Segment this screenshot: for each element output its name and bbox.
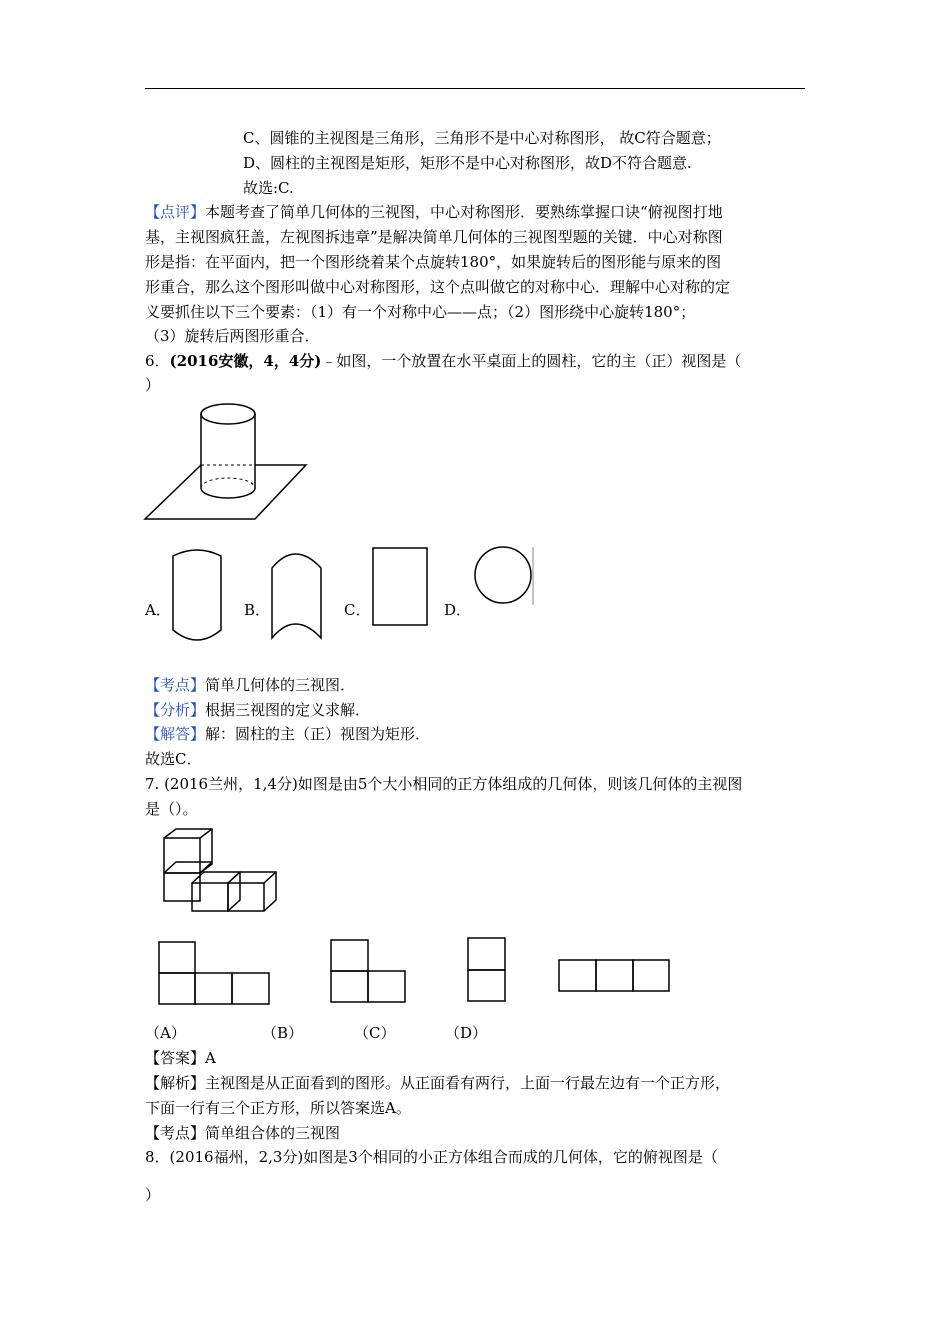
- option-c-explanation: C、圆锥的主视图是三角形，三角形不是中心对称图形， 故C符合题意；: [243, 129, 721, 147]
- header-rule: [145, 88, 805, 89]
- q7-option-b-label: （B）: [262, 1024, 304, 1042]
- q6-answer: 故选C．: [145, 750, 202, 768]
- q6-jieda: 【解答】解：圆柱的主（正）视图为矩形．: [145, 725, 431, 743]
- q7-option-b-figure: [329, 938, 409, 1004]
- comment-line-2: 基，主视图疯狂盖，左视图拆违章”是解决简单几何体的三视图型题的关键．中心对称图: [145, 228, 723, 246]
- comment-line-5: 义要抓住以下三个要素：（1）有一个对称中心——点；（2）图形绕中心旋转180°；: [145, 303, 696, 321]
- option-d-explanation: D、圆柱的主视图是矩形，矩形不是中心对称图形，故D不符合题意.: [243, 154, 692, 172]
- comment-tag: 【点评】: [145, 203, 206, 221]
- q7-option-c-label: （C）: [354, 1024, 396, 1042]
- q6-option-c-figure: [370, 546, 430, 628]
- q6-option-b-figure: [268, 546, 328, 646]
- q6-stem: 6．(2016安徽，4，4分)﹣如图，一个放置在水平桌面上的圆柱，它的主（正）视图是（: [145, 352, 742, 370]
- comment-line-1: 【点评】本题考查了简单几何体的三视图，中心对称图形．要熟练掌握口诀“俯视图打地: [145, 203, 723, 221]
- answer-line: 故选:C.: [243, 179, 294, 197]
- q7-analysis-line-1: 【解析】主视图是从正面看到的图形。从正面看有两行，上面一行最左边有一个正方形，: [145, 1074, 731, 1092]
- q7-option-a-figure: [157, 940, 273, 1006]
- q7-stem-line-1: 7. (2016兰州，1,4分)如图是由5个大小相同的正方体组成的几何体，则该几何体的主视图: [145, 775, 743, 793]
- q6-option-d-label: D．: [444, 601, 472, 619]
- cylinder-on-table-figure: [143, 395, 308, 523]
- q8-stem-line-1: 8．(2016福州，2,3分)如图是3个相同的小正方体组合而成的几何体，它的俯视图是（: [145, 1148, 718, 1166]
- q6-fenxi: 【分析】根据三视图的定义求解．: [145, 701, 371, 719]
- q7-option-d-figure: [557, 958, 673, 994]
- q6-source: (2016安徽，4，4分): [169, 352, 322, 370]
- comment-line-6: （3）旋转后两图形重合．: [145, 327, 320, 345]
- q7-kaodian: 【考点】简单组合体的三视图: [145, 1124, 341, 1142]
- q6-option-a-figure: [170, 546, 226, 646]
- comment-line-4: 形重合，那么这个图形叫做中心对称图形，这个点叫做它的对称中心．理解中心对称的定: [145, 278, 731, 296]
- q7-cubes-figure: [160, 826, 282, 914]
- q6-option-c-label: C．: [344, 601, 371, 619]
- q7-stem-line-2: 是（）。: [145, 800, 198, 818]
- q6-kaodian: 【考点】简单几何体的三视图．: [145, 676, 356, 694]
- q7-option-c-figure: [466, 936, 508, 1004]
- q6-option-b-label: B．: [244, 601, 271, 619]
- q6-option-d-figure: [470, 545, 536, 607]
- q7-option-a-label: （A）: [145, 1024, 186, 1042]
- q6-stem-close: ）: [145, 376, 161, 394]
- q7-analysis-line-2: 下面一行有三个正方形，所以答案选A。: [145, 1099, 411, 1117]
- q6-option-a-label: A．: [145, 601, 171, 619]
- q7-option-d-label: （D）: [445, 1024, 488, 1042]
- q7-answer: 【答案】A: [145, 1049, 216, 1067]
- comment-line-3: 形是指：在平面内，把一个图形绕着某个点旋转180°，如果旋转后的图形能与原来的图: [145, 253, 722, 271]
- q8-stem-line-2: ）: [145, 1186, 161, 1204]
